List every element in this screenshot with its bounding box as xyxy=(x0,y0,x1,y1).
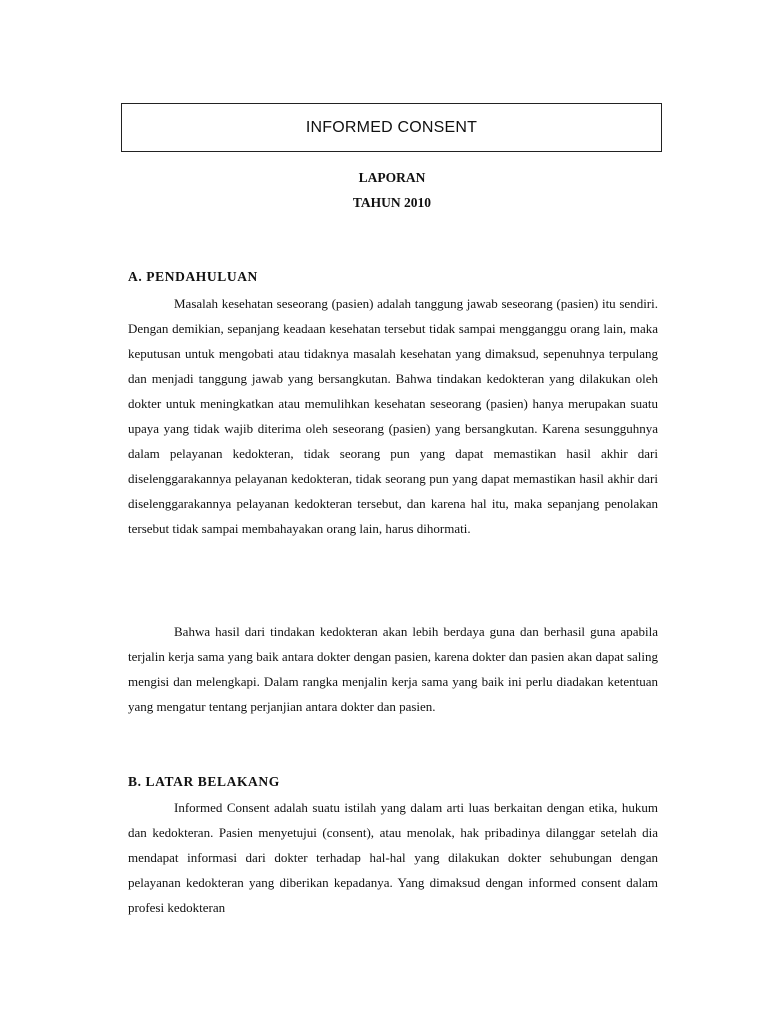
section-a-paragraph-1: Masalah kesehatan seseorang (pasien) adalah tanggung jawab seseorang (pasien) itu sendiri. Dengan demikian, sepanjang keadaan kesehatan tersebut tidak sampai mengganggu orang lain, maka keputusan untuk mengobati atau tidaknya masalah kesehatan yang dimaksud, sepenuhnya terpulang dan menjadi tanggung jawab yang bersangkutan. Bahwa tindakan kedokteran yang dilakukan oleh dokter untuk meningkatkan atau memulihkan kesehatan seseorang (pasien) hanya merupakan suatu upaya yang tidak wajib diterima oleh seseorang (pasien) yang bersangkutan. Karena sesungguhnya dalam pelayanan kedokteran, tidak seorang pun yang dapat memastikan hasil akhir dari diselenggarakannya pelayanan kedokteran, tidak seorang pun yang dapat memastikan hasil akhir dari diselenggarakannya pelayanan kedokteran tersebut, dan karena hal itu, maka sepanjang penolakan tersebut tidak sampai membahayakan orang lain, harus dihormati. xyxy=(128,296,658,536)
section-b-paragraph-1: Informed Consent adalah suatu istilah yang dalam arti luas berkaitan dengan etika, hukum dan kedokteran. Pasien menyetujui (consent), atau menolak, hak pribadinya dilanggar setelah dia mendapat informasi dari dokter terhadap hal-hal yang dilakukan dokter sehubungan dengan pelayanan kedokteran yang diberikan kepadanya. Yang dimaksud dengan informed consent dalam profesi kedokteran xyxy=(128,800,658,915)
section-a-heading: A. PENDAHULUAN xyxy=(128,269,258,284)
document-title: INFORMED CONSENT xyxy=(305,118,478,136)
section-a-paragraph-2: Bahwa hasil dari tindakan kedokteran akan lebih berdaya guna dan berhasil guna apabila terjalin kerja sama yang baik antara dokter dengan pasien, karena dokter dan pasien akan dapat saling mengisi dan melengkapi. Dalam rangka menjalin kerja sama yang baik ini perlu diadakan ketentuan yang mengatur tentang perjanjian antara dokter dan pasien. xyxy=(128,624,658,714)
title-box xyxy=(121,103,662,152)
report-year: TAHUN 2010 xyxy=(352,195,432,210)
report-label: LAPORAN xyxy=(358,170,426,185)
section-b-heading: B. LATAR BELAKANG xyxy=(128,774,280,789)
